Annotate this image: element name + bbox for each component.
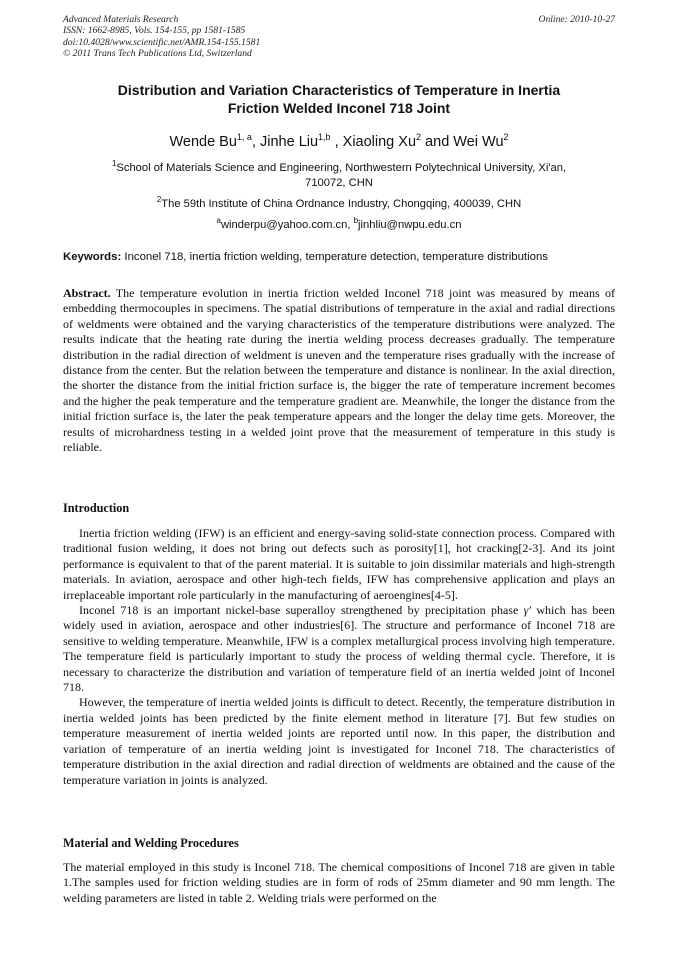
author-name: Wei Wu	[453, 134, 504, 150]
affiliation-1	[63, 157, 615, 190]
abstract	[63, 286, 615, 455]
author-affil-mark: 2	[503, 132, 509, 142]
keywords-text: Inconel 718, inertia friction welding, temperature detection, temperature distributions	[124, 251, 548, 263]
copyright-line: © 2011 Trans Tech Publications Ltd, Switzerland	[63, 48, 252, 60]
abstract-text: The temperature evolution in inertia friction welded Inconel 718 joint was measured by means of embedding thermocouples in specimens. The spatial distributions of temperature in the axial and radial directions of weldments were obtained and the varying characteristics of the temperature distributions were analyzed. The results indicate that the heating rate during the inertia welding process decreases gradually. The temperature distribution in the radial direction of weldment is uneven and the temperature rises gradually with the increase of distance from the center. But the relation between the temperature and distance is nonlinear. In the axial direction, the shorter the distance from the initial friction surface is, the bigger the rate of temperature increment becomes and the higher the peak temperature and the temperature gradient are. Meanwhile, the longer the distance from the initial friction surface is, the later the peak temperature appears and the longer the delay time gets. Moreover, the results of microhardness testing in a welded joint prove that the measurement of temperature in this study is reliable.	[63, 286, 615, 455]
paragraph	[63, 603, 615, 695]
materials-body	[63, 860, 615, 906]
gamma-prime-symbol: γ′	[523, 603, 531, 618]
affil-text: 710072, CHN	[305, 176, 373, 189]
author-name: Xiaoling Xu	[342, 134, 417, 150]
email-link[interactable]: winderpu@yahoo.com.cn,	[220, 219, 351, 231]
author-name: Wende Bu	[169, 134, 237, 150]
email-mark: b	[353, 216, 359, 225]
author-name: Jinhe Liu	[260, 134, 319, 150]
section-heading-materials: Material and Welding Procedures	[63, 836, 239, 850]
paragraph-text: which has been widely used in aviation, aerospace and other industries[6]. The structure and performance of Inconel 718 are sensitive to welding temperature. Meanwhile, IFW is a complex metallurgical process involving high temperature. The temperature field is particularly important to study the process of welding thermal cycle. Therefore, it is necessary to characterize the distribution and variation of temperature field of an inertia welded joint of Inconel 718.	[63, 603, 616, 695]
title-line-1: Distribution and Variation Characteristics of Temperature in Inertia	[117, 82, 561, 98]
email-link[interactable]: jinhliu@nwpu.edu.cn	[358, 219, 462, 231]
affil-text: The 59th Institute of China Ordnance Industry, Chongqing, 400039, CHN	[161, 198, 522, 210]
author-affil-mark: 1,b	[318, 132, 331, 142]
journal-header	[63, 14, 615, 60]
author-emails	[63, 214, 615, 233]
abstract-label: Abstract.	[63, 286, 111, 300]
paragraph: The material employed in this study is Inconel 718. The chemical compositions of Inconel 718 are given in table 1.The samples used for friction welding studies are in form of rods of 25mm diameter and 90 mm length. The welding parameters are listed in table 2. Welding trials were performed on the	[63, 860, 615, 905]
introduction-body	[63, 526, 615, 788]
title-line-2: Friction Welded Inconel 718 Joint	[227, 100, 451, 116]
affil-text: School of Materials Science and Engineering, Northwestern Polytechnical University, Xi'an,	[116, 162, 567, 174]
section-heading-introduction: Introduction	[63, 501, 130, 515]
online-date: Online: 2010-10-27	[538, 14, 615, 25]
email-mark: a	[216, 216, 221, 225]
affil-mark: 2	[156, 195, 162, 204]
affiliation-2	[63, 193, 615, 212]
doi-line: doi:10.4028/www.scientific.net/AMR.154-155.1581	[63, 36, 261, 48]
paragraph: Inertia friction welding (IFW) is an efficient and energy-saving solid-state connection process. Compared with traditional fusion welding, it does not bring out defects such as porosity[1], hot cracking[2-3]. And its joint performance is equivalent to that of the parent material. It is suitable to join dissimilar materials and high-strength materials. In aviation, aerospace and other high-tech fields, IFW has comprehensive application and plays an irreplaceable important role particularly in the manufacturing of aeroengines[4-5].	[63, 526, 615, 602]
author-list: Wende Bu$^{1, a}$, Jinhe Liu$^{1,b}$ , Xiaoling Xu$^2$ and Wei Wu$^2$	[169, 132, 509, 150]
author-affil-mark: 1, a	[236, 132, 252, 142]
paragraph: However, the temperature of inertia welded joints is difficult to detect. Recently, the temperature distribution in inertia welded joints has been predicted by the finite element method in literature [7]. But few studies on temperature measurement of inertia welded joints are reported until now. In this paper, the distribution and variation of temperature of an inertia welding joint is investigated for Inconel 718. The characteristics of temperature distribution in the axial direction and radial direction of weldments are obtained and the cause of the temperature variation in joints is analyzed.	[63, 695, 615, 787]
keywords-label: Keywords:	[63, 251, 122, 263]
paper-title	[63, 81, 615, 117]
paragraph-text: Inconel 718 is an important nickel-base superalloy strengthened by precipitation phase	[79, 603, 519, 618]
keywords	[63, 250, 615, 264]
affil-mark: 1	[111, 159, 117, 168]
author-affil-mark: 2	[416, 132, 422, 142]
issn-line: ISSN: 1662-8985, Vols. 154-155, pp 1581-1585	[63, 25, 246, 37]
journal-name: Advanced Materials Research	[63, 14, 179, 25]
